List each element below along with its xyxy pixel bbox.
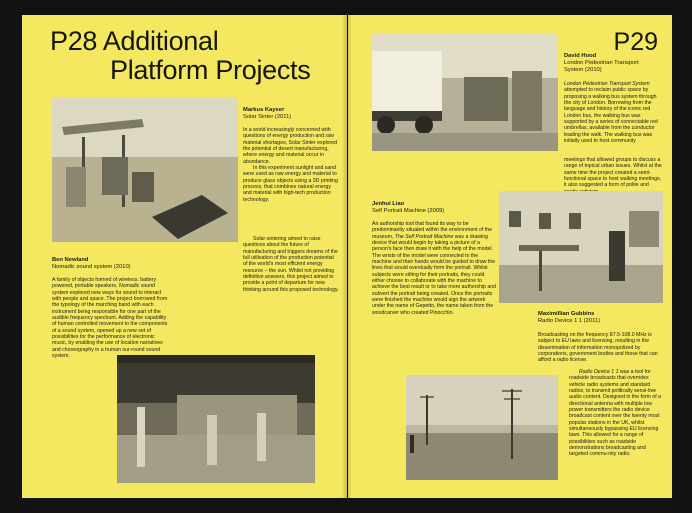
- hood-body: [564, 81, 662, 144]
- title-line-2: Platform Projects: [110, 55, 311, 85]
- kayser-body-p1: In a world increasingly concerned with questions of energy production and raw material shortages, Solar Sinter explored the potential of desert manufacturing, where energy and material occur in abundance.: [243, 127, 337, 165]
- hood-body-b: leading the walk. The walking bus was initially used to host community: [564, 131, 653, 145]
- page-number: P29: [613, 28, 658, 56]
- hood-name: David Hood: [564, 53, 597, 59]
- title-line-1: P28 Additional: [50, 26, 219, 56]
- newland-body-b: explored new ways for sound to interact with people and space. The project borrowed from the typology of the marching band with each instrument being responsible for one part of the audible frequency spectrum. Adding the capability of human controlled movement to the components of a sound system, opened up a new set of possibilities for the performance of electronic music, by enabling the use of location narratives and choreography in a human sur-round sound system.: [52, 289, 168, 360]
- gubbins-body: [538, 332, 663, 364]
- newland-work: Nomadic sound system (2010): [52, 264, 131, 270]
- page-title: [50, 27, 310, 85]
- liao-body: [372, 221, 496, 316]
- gubbins-body-p2: was a tool for roadside broadcasts that overrides vehicle radio systems and standard radios, to transmit politically sensi-tive audio content. Designed in the form of a directional antenna with multiple low power transmitters the radio device broadcast content over the twenty most popular stations in the UK, whilst simultaneously bypassing EU licensing laws. This allowed for a range of possibilities such as roadside demonstrations broadcasting and targeted commu-nity radio.: [569, 369, 661, 458]
- left-page: [22, 15, 347, 498]
- gubbins-body-italic: Radio Device 1 1: [579, 369, 619, 375]
- newland-body-a: A family of objects formed of wireless, battery powered, portable speakers.: [52, 277, 157, 290]
- hood-body-wide: meetings that allowed groups to discuss a range of topical urban issues. Whilst at the same time the project created a semi-functional space to host walking meetings, it also suggested a form of polite and: [564, 157, 662, 189]
- portrait-machine-photo: [499, 191, 663, 303]
- hood-work: London Pedestrian Transport System (2010): [564, 60, 639, 73]
- kayser-body-p3: [243, 236, 339, 293]
- kayser-body: [243, 127, 339, 203]
- sound-system-photo: [117, 355, 315, 483]
- liao-body-italic: The Self Portrait Machine: [394, 233, 454, 240]
- newland-body: [52, 277, 170, 359]
- gubbins-work: Radio Device 1 1 (2011): [538, 318, 601, 324]
- kayser-body-p3-text: Solar-sintering aimed to raise questions about the future of manufacturing and triggers dreams of the full utilisation of the production potential of the world's most efficient energy resource – the sun. Whilst not providing definitive answers, this project aimed to provide a point of departure for new thinking around this proposed technology.: [243, 236, 339, 293]
- gubbins-name: Maximillian Gubbins: [538, 311, 595, 317]
- hood-body-italic: conductor: [631, 125, 655, 132]
- spine-gutter: [342, 15, 352, 498]
- newland-body-italic: Nomadic sound system: [52, 283, 155, 296]
- kayser-body-p2: In this experiment sunlight and sand were used as raw energy and material to produce glass objects using a 3D printing process, that combines natural energy and material with high-tech production technology.: [243, 165, 338, 203]
- liao-name: Jenhui Liao: [372, 201, 405, 207]
- liao-work: Self Portrait Machine (2009): [372, 208, 445, 214]
- walking-bus-photo: [372, 33, 558, 151]
- right-page: [348, 15, 672, 498]
- kayser-name: Markus Kayser: [243, 107, 285, 113]
- hood-italic-title: London Pedestrian Transport System: [564, 81, 650, 87]
- radio-device-photo: [406, 375, 558, 480]
- gubbins-body-p1: Broadcasting on the frequency 87.5-108.0 MHz is subject to EU laws and licensing, resulting in the dissemination of information monopolized by corporations, government bodies and those that can afford a radio license.: [538, 332, 658, 364]
- kayser-work: Solar Sinter (2011): [243, 114, 292, 120]
- liao-body-a: An authorship tool that found its way to be predominantly situated within the environment of the museum,: [372, 221, 492, 240]
- solar-sinter-photo: [52, 97, 238, 242]
- gubbins-body-2: [569, 369, 663, 458]
- newland-name: Ben Newland: [52, 257, 89, 263]
- hood-body-a: attempted to reclaim public space by proposing a walking bus system through the city of London. Borrowing from the language and history of the iconic red London bus, the walking bus was supported by a series of connectable red umbrellas, available from the: [564, 87, 658, 132]
- liao-body-b: was a drawing device that would begin by taking a picture of a person's face then draw it with the help of the model. The wrists of the model were connected to the machine and their hands would be guided to draw the lines that would eventually form the portrait. Whilst subjects were sitting for their portraits, they could either choose to collaborate with the machine to achieve the best result or to take more authorship and subvert the portrait being created. Once the portraits were finished the machine would sign the artwork under the name of Gepetto, the name taken from the woodcarver who created Pinocchio.: [372, 233, 496, 316]
